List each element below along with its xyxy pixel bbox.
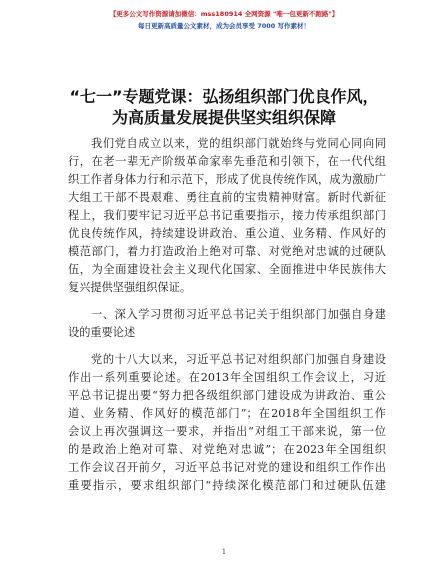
promo-banner-line-2: 每日更新高质量公文素材，成为会员享受 7000 写作素材！ [137,22,311,30]
body-line: 一、深入学习贯彻习近平总书记关于组织部门加强自身建 [91,308,386,321]
page-number: 1 [221,548,227,556]
body-line: 程上，我们要牢记习近平总书记重要指示，接力传承组织部门 [68,209,386,222]
body-line: 优良传统作风，持续建设讲政治、重公道、业务精、作风好的 [68,227,386,240]
body-line: 织工作者身体力行和示范下，形成了优良传统作风，成为激励广 [68,173,386,186]
body-line: 设的重要论述 [68,326,136,339]
body-line: 行，在老一辈无产阶级革命家率先垂范和引领下，在一代代组 [68,155,386,168]
body-line: 党的十八大以来，习近平总书记对组织部门加强自身建设 [91,353,386,366]
body-line: 大组工干部不畏艰难、勇往直前的宝贵精神财富。新时代新征 [68,191,386,204]
body-line: 平总书记提出要“努力把各级组织部门建设成为讲政治、重公 [68,389,386,402]
body-line: 伍，为全面建设社会主义现代化国家、全面推进中华民族伟大 [68,263,386,276]
body-line: 工作会议召开前夕，习近平总书记对党的建设和组织工作作出 [68,461,386,474]
body-line: 模范部门，着力打造政治上绝对可靠、对党绝对忠诚的过硬队 [68,245,386,258]
body-line: 会议上再次强调这一要求，并指出“对组工干部来说，第一位 [68,425,386,438]
document-title-line-2: 为高质量发展提供坚实组织保障 [111,108,336,127]
body-line: 我们党自成立以来，党的组织部门就始终与党同心同向同 [91,137,386,150]
body-line: 作出一系列重要论述。在2013年全国组织工作会议上，习近 [68,371,386,384]
body-line: 道、业务精、作风好的模范部门”；在2018年全国组织工作 [68,407,386,420]
body-line: 重要指示，要求组织部门“持续深化模范部门和过硬队伍建 [68,479,386,492]
document-title-line-1: “七一”专题党课：弘扬组织部门优良作风， [69,87,379,106]
body-line: 复兴提供坚强组织保证。 [68,281,192,294]
body-line: 的是政治上绝对可靠、对党绝对忠诚”；在2023年全国组织 [68,443,386,456]
promo-banner-line-1: 【更多公文写作资源请加微信：mss180914 全网资源 "唯一包更新不跑路"】 [109,10,339,18]
